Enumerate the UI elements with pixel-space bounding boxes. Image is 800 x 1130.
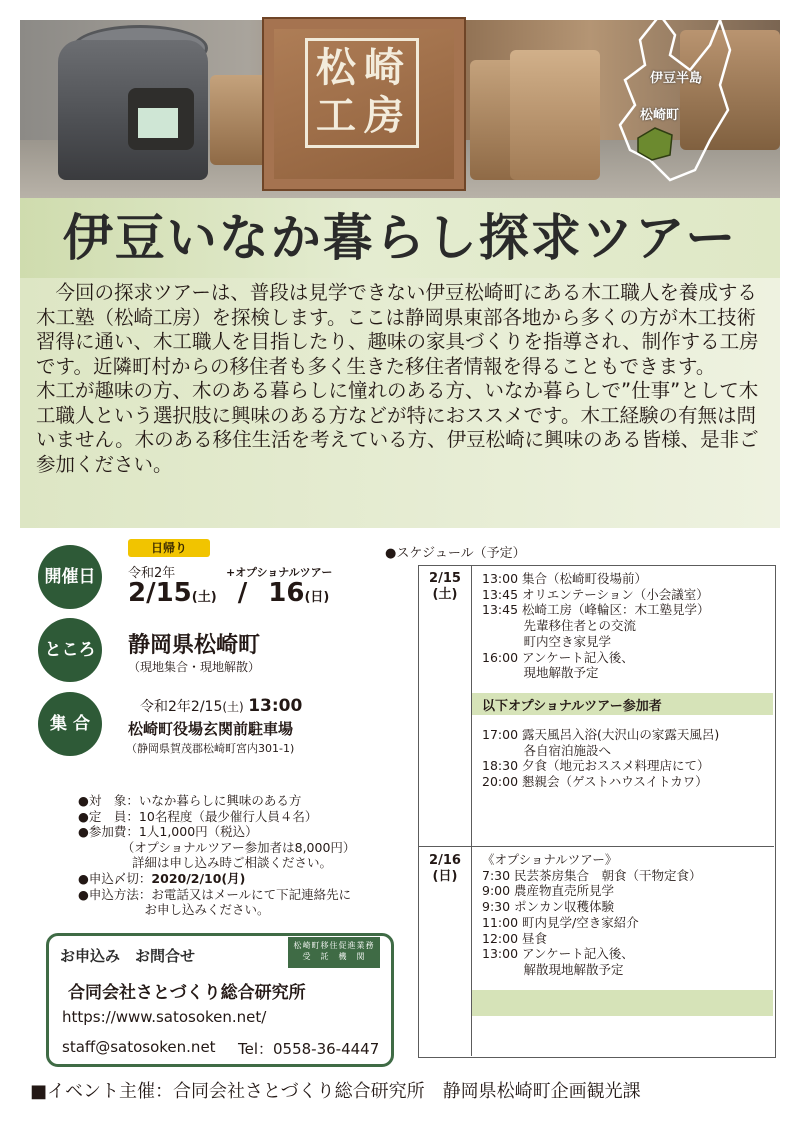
schedule-item: 12:00 昼食 — [482, 930, 547, 946]
detail-method: ●申込方法：お電話又はメールにて下記連絡先に — [78, 886, 352, 902]
event-date-main: 2/15 — [128, 578, 192, 608]
date-circle: 開催日 — [38, 545, 102, 609]
schedule-item: 20:00 懇親会（ゲストハウスイトカワ） — [482, 774, 708, 790]
schedule-item: 先輩移住者との交流 — [482, 618, 636, 634]
schedule-divider-vertical — [471, 565, 472, 1056]
detail-method-note: お申し込みください。 — [78, 902, 270, 918]
schedule-title: ●スケジュール（予定） — [385, 546, 526, 561]
day1-schedule — [482, 571, 710, 681]
detail-target: ●対 象：いなか暮らしに興味のある方 — [78, 793, 302, 808]
schedule-item: 16:00 アンケート記入後、 — [482, 649, 634, 665]
detail-fee-note: 詳細は申し込み時ご相談ください。 — [78, 855, 332, 871]
day1-date-text: 2/15 — [429, 571, 461, 586]
schedule-item: 13:45 オリエンテーション（小会議室） — [482, 586, 709, 602]
wood-block-right2 — [510, 50, 600, 180]
meeting-time: 13:00 — [248, 696, 303, 716]
day2-dow: (日) — [432, 869, 458, 884]
meeting-circle: 集 合 — [38, 692, 102, 756]
schedule-item: 各自宿泊施設へ — [482, 742, 611, 758]
schedule-bottom-band — [472, 990, 773, 1016]
wood-block-left — [210, 75, 270, 165]
page-title: 伊豆いなか暮らし探求ツアー — [62, 209, 738, 267]
schedule-item: 町内空き家見学 — [482, 633, 611, 649]
company-email[interactable]: staff@satosoken.net — [62, 1038, 216, 1056]
map-label-town: 松崎町 — [640, 108, 680, 123]
day-trip-badge: 日帰り — [128, 539, 210, 557]
optional-tour-label: +オプショナルツアー — [226, 566, 333, 579]
schedule-item: 9:00 農産物直売所見学 — [482, 883, 615, 899]
day1-dow: (土) — [432, 587, 458, 602]
event-date-slash: / — [237, 578, 248, 608]
day1-optional-schedule — [482, 727, 719, 790]
schedule-item: 《オプショナルツアー》 — [482, 852, 618, 867]
event-place-note: （現地集合・現地解散） — [128, 660, 261, 674]
stamp-line-2: 受 託 機 関 — [302, 952, 366, 961]
stamp-line-1: 松崎町移住促進業務 — [293, 941, 375, 950]
schedule-item: 解散現地解散予定 — [482, 961, 624, 977]
schedule-item: 13:45 松崎工房（峰輪区：木工塾見学） — [482, 602, 710, 618]
intro-paragraph-2: 木工が趣味の方、木のある暮らしに憧れのある方、いなか暮らしで”仕事”として木工職人という選択肢に興味のある方などが特におススメです。木工経験の有無は問いません。木のある移住生活を考えている方、伊豆松崎に興味のある皆様、是非ご参加ください。 — [36, 379, 759, 476]
day2-date-text: 2/16 — [429, 853, 461, 868]
sign-char-1: 松 — [316, 45, 356, 91]
detail-fee: ●参加費：1人1,000円（税込） — [78, 824, 258, 840]
sign-char-3: 工 — [316, 93, 356, 139]
event-date-optional: 16 — [268, 578, 305, 608]
event-date-main-day: (土) — [191, 590, 217, 605]
meeting-date: 令和2年2/15 — [140, 699, 223, 715]
map-label-peninsula: 伊豆半島 — [650, 71, 703, 86]
contact-heading: お申込み お問合せ — [60, 947, 196, 965]
company-tel[interactable]: Tel：0558-36-4447 — [238, 1040, 380, 1058]
schedule-item: 11:00 町内見学/空き家紹介 — [482, 914, 639, 930]
detail-capacity: ●定 員：10名程度（最少催行人員４名） — [78, 808, 318, 824]
schedule-item: 13:00 集合（松崎町役場前） — [482, 571, 647, 586]
company-url[interactable]: https://www.satosoken.net/ — [62, 1008, 267, 1026]
schedule-divider-day — [418, 846, 774, 847]
contract-agency-stamp — [288, 937, 380, 968]
sign-char-4: 房 — [364, 93, 404, 139]
event-place: 静岡県松崎町 — [128, 633, 261, 658]
detail-deadline-value: 2020/2/10(月) — [151, 870, 246, 886]
schedule-item: 現地解散予定 — [482, 665, 599, 681]
schedule-item: 17:00 露天風呂入浴(大沢山の家露天風呂) — [482, 727, 720, 742]
schedule-item: 18:30 夕食（地元おススメ料理店にて） — [482, 758, 710, 774]
detail-deadline — [78, 871, 418, 887]
day2-date — [419, 853, 471, 885]
schedule-item: 9:30 ポンカン収穫体験 — [482, 899, 615, 915]
schedule-item: 7:30 民芸茶房集合 朝食（干物定食） — [482, 867, 702, 883]
event-date-optional-day: (日) — [304, 590, 330, 605]
organizer-footer: ■イベント主催：合同会社さとづくり総合研究所 静岡県松崎町企画観光課 — [30, 1081, 641, 1102]
stove-fire — [138, 108, 178, 138]
day1-date — [419, 571, 471, 603]
meeting-place: 松崎町役場玄関前駐車場 — [128, 720, 294, 738]
izu-map-icon — [600, 10, 750, 185]
details-list — [78, 793, 418, 918]
sign-char-2: 崎 — [364, 45, 404, 91]
optional-band-label: 以下オプショナルツアー参加者 — [482, 699, 662, 714]
sign-frame — [305, 38, 419, 148]
meeting-datetime — [140, 696, 302, 716]
meeting-address: （静岡県賀茂郡松崎町宮内301-1) — [126, 742, 295, 755]
detail-fee-optional: （オプショナルツアー参加者は8,000円） — [78, 839, 356, 855]
event-date — [128, 578, 329, 608]
intro-paragraph-1: 今回の探求ツアーは、普段は見学できない伊豆松崎町にある木工職人を養成する木工塾（松崎工房）を探検します。ここは静岡県東部各地から多くの方が木工技術習得に通い、木工職人を目指したり、趣味の家具づくりを指導され、制作する工房です。近隣町村からの移住者も多く生きた移住者情報を得ることもできます。 — [36, 281, 759, 378]
place-circle: ところ — [38, 618, 102, 682]
event-era: 令和2年 — [128, 566, 176, 581]
day2-schedule — [482, 852, 702, 978]
meeting-date-day: (土) — [222, 700, 244, 714]
schedule-item: 13:00 アンケート記入後、 — [482, 946, 634, 962]
intro-text — [36, 281, 772, 477]
company-name: 合同会社さとづくり総合研究所 — [68, 983, 306, 1003]
detail-deadline-label: ●申込〆切： — [78, 870, 152, 886]
